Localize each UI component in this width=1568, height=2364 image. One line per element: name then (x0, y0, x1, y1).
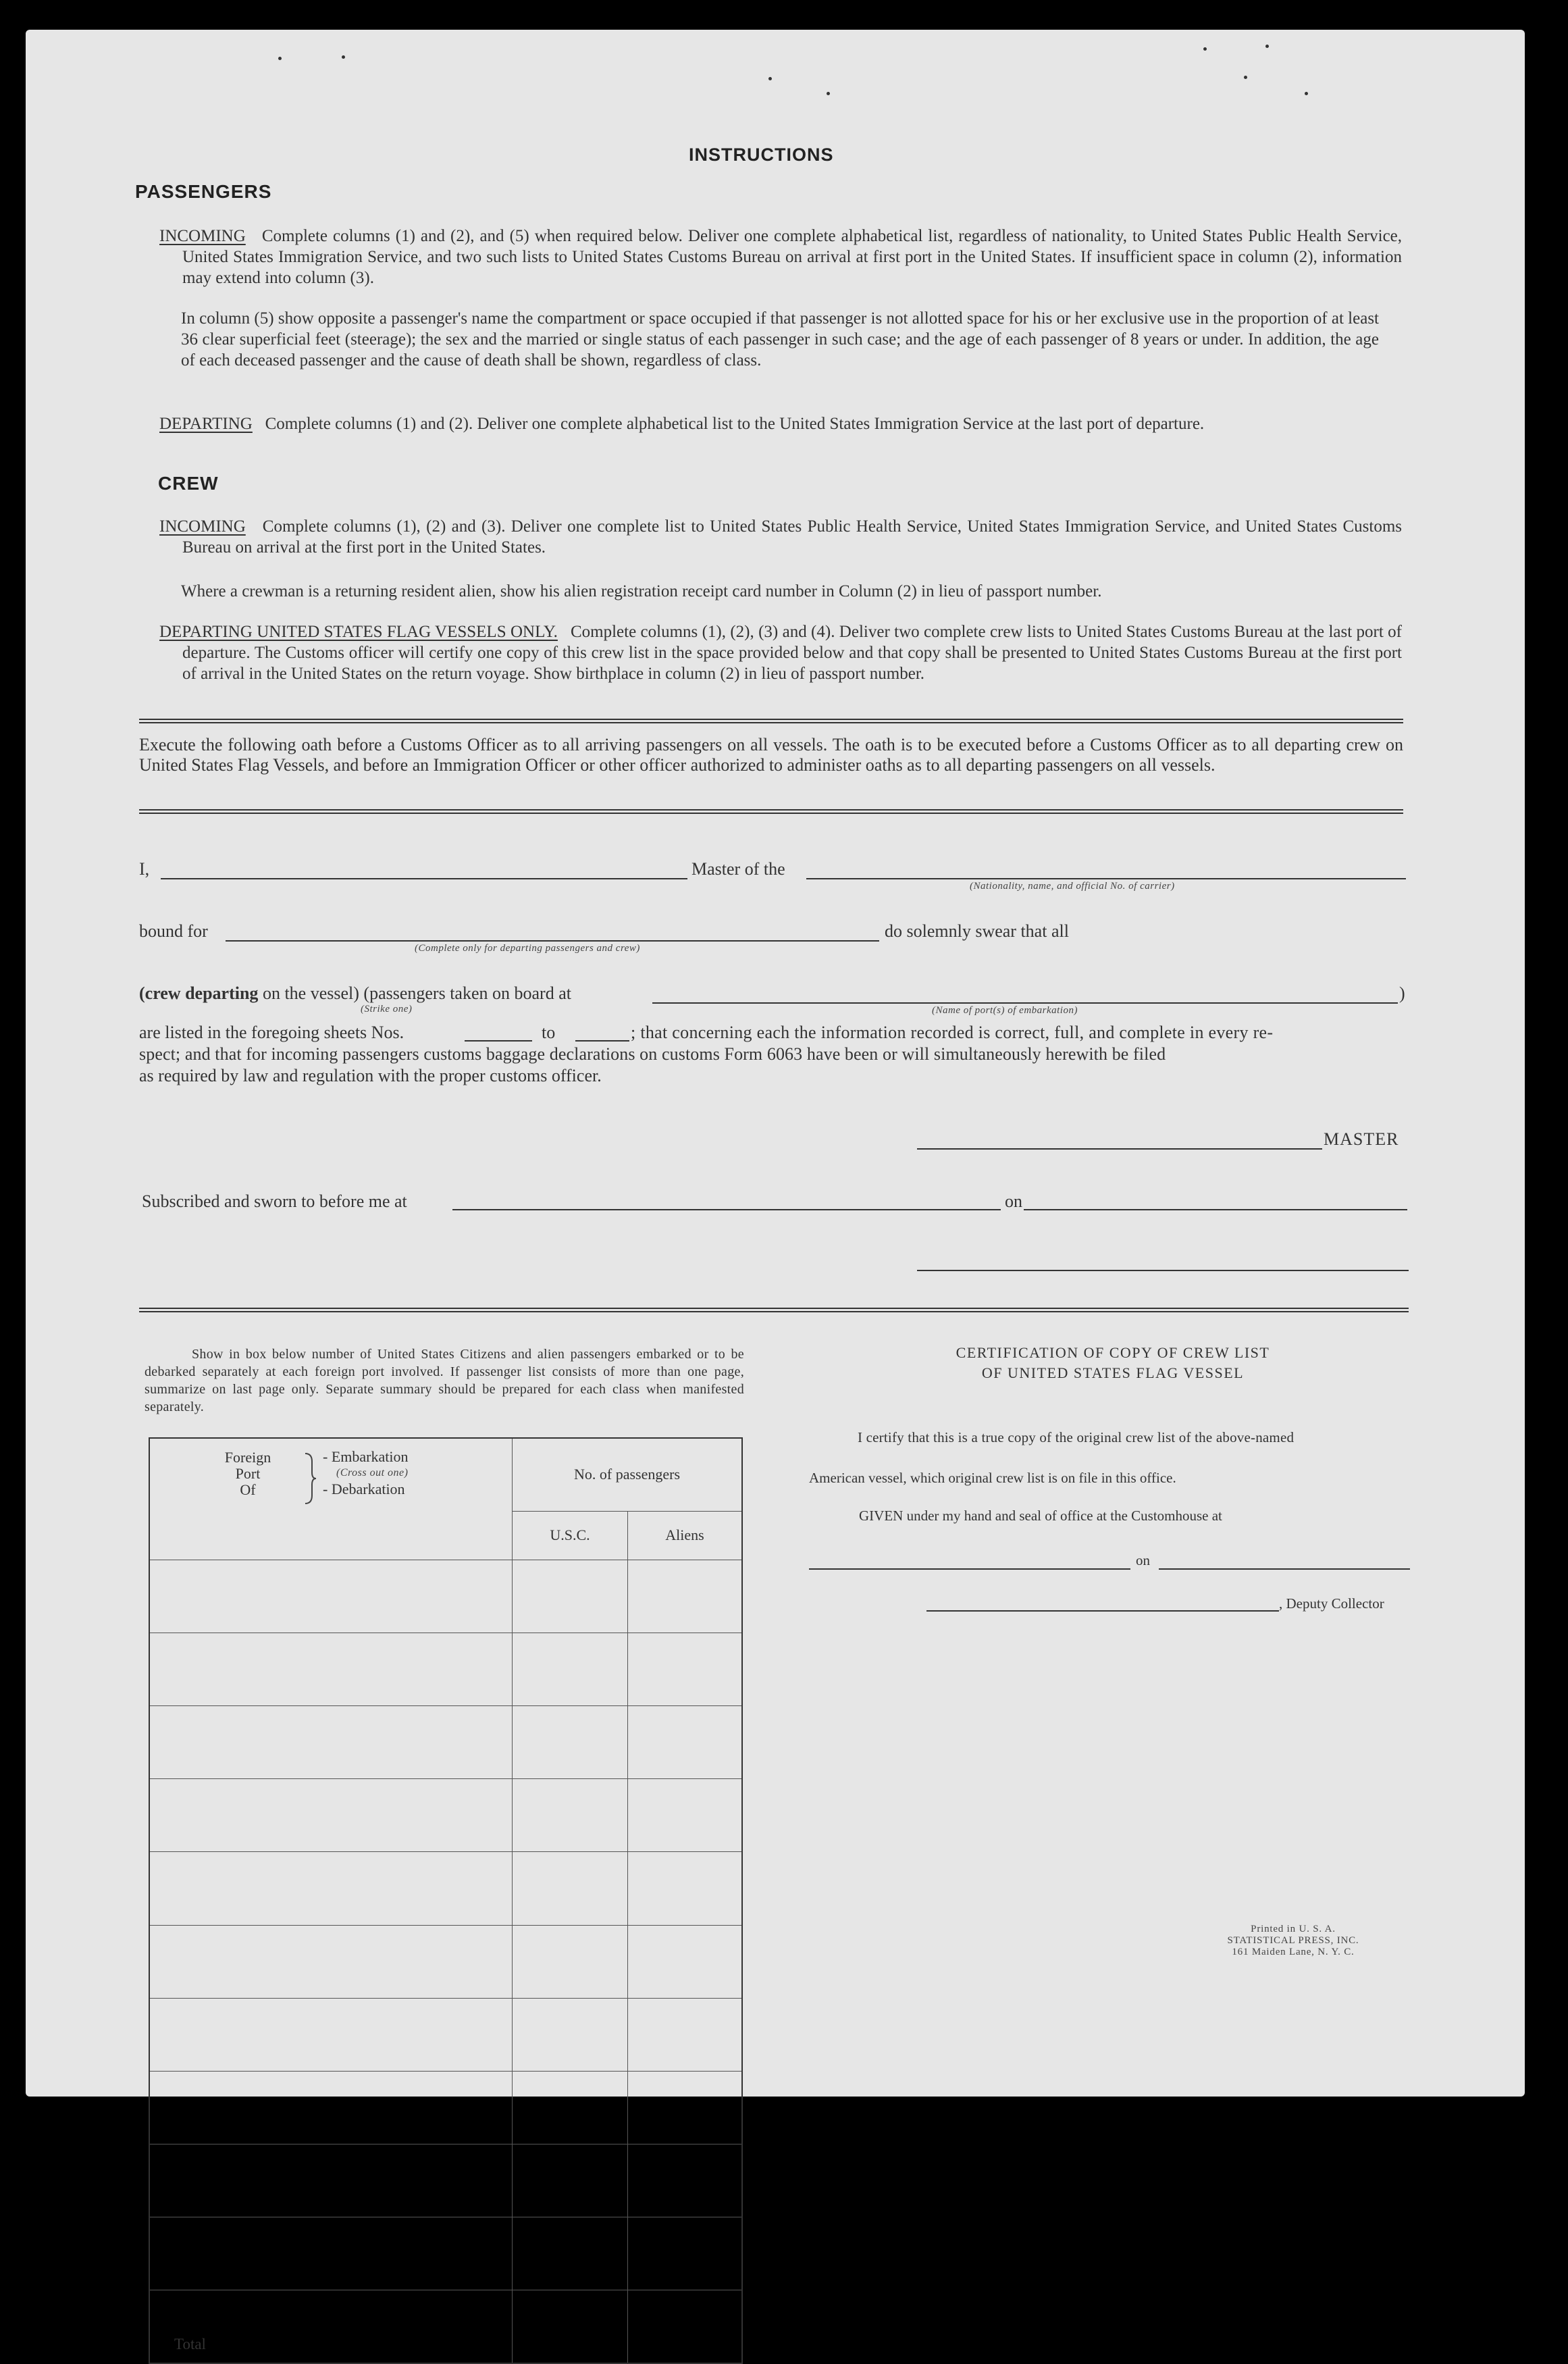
crew-departing-label: DEPARTING UNITED STATES FLAG VESSELS ONLY. (159, 623, 558, 641)
speck (1265, 45, 1269, 48)
foreign-port-of (217, 1449, 278, 1498)
embarkation-port-field[interactable] (652, 1002, 1398, 1004)
certification-date-field[interactable] (1159, 1568, 1410, 1570)
passengers-incoming-label: INCOMING (159, 227, 246, 245)
bound-hint: (Complete only for departing passengers and crew) (415, 943, 640, 954)
listed-to: to (542, 1023, 556, 1042)
aliens-cell[interactable] (628, 1706, 743, 1779)
aliens-cell[interactable] (628, 1560, 743, 1633)
usc-cell[interactable] (513, 1633, 628, 1705)
deputy-signature-field[interactable] (926, 1610, 1279, 1612)
customhouse-field[interactable] (809, 1568, 1130, 1570)
bound-for-field[interactable] (226, 940, 879, 942)
divider (139, 719, 1403, 723)
cross-out-hint: (Cross out one) (336, 1467, 409, 1479)
crew-departing-option[interactable]: (crew departing (139, 983, 259, 1003)
passengers-departing-paragraph (159, 413, 1402, 434)
certification-line-1: I certify that this is a true copy of the original crew list of the above-named (858, 1429, 1295, 1445)
aliens-cell[interactable] (628, 2144, 743, 2217)
passengers-incoming-text: Complete columns (1) and (2), and (5) when required below. Deliver one complete alphabetical list, regardless of nationality, to United States Public Health Service, United States Immigration Service, and two such lists to United States Customs Bureau on arrival at first port in the United States. If insufficient space in column (2), information may extend into column (3). (182, 227, 1403, 287)
port-cell[interactable] (149, 1925, 513, 1998)
certification-title-line-1: CERTIFICATION OF COPY OF CREW LIST (956, 1344, 1270, 1361)
debarkation-option[interactable]: - Debarkation (323, 1481, 405, 1497)
master-name-field[interactable] (161, 878, 687, 879)
port-cell[interactable] (149, 1779, 513, 1852)
certification-title (850, 1343, 1376, 1383)
brace-icon (304, 1452, 317, 1505)
port-cell[interactable] (149, 2217, 513, 2290)
listed-prefix: are listed in the foregoing sheets Nos. (139, 1023, 404, 1042)
imprint-line-1: Printed in U. S. A. (1251, 1924, 1336, 1934)
usc-cell[interactable] (513, 1706, 628, 1779)
subscribed-label: Subscribed and sworn to before me at (142, 1191, 407, 1211)
of-label: Of (240, 1481, 256, 1498)
port-label: Port (235, 1465, 261, 1482)
aliens-cell[interactable] (628, 1998, 743, 2071)
speck (827, 92, 830, 95)
listed-rest-2: spect; and that for incoming passengers customs baggage declarations on customs Form 6063 have been or will simultaneously herewith be filed (139, 1044, 1166, 1064)
certification-line-2: American vessel, which original crew list is on file in this office. (809, 1470, 1176, 1486)
sworn-on-label: on (1005, 1191, 1022, 1211)
passengers-departing-label: DEPARTING (159, 415, 253, 433)
no-passengers-header: No. of passengers (513, 1438, 743, 1511)
passengers-option[interactable]: (passengers taken on board at (363, 983, 571, 1003)
aliens-cell[interactable] (628, 1852, 743, 1925)
total-usc-cell[interactable] (513, 2290, 628, 2363)
crew-heading: CREW (158, 473, 219, 494)
crew-resident-alien-paragraph: Where a crewman is a returning resident alien, show his alien registration receipt card number in Column (2) in lieu of passport number. (181, 582, 1102, 600)
port-cell[interactable] (149, 1706, 513, 1779)
oath-i-label: I, (139, 859, 150, 879)
divider (139, 1308, 1409, 1312)
master-signature-field[interactable] (917, 1148, 1322, 1150)
total-aliens-cell[interactable] (628, 2290, 743, 2363)
divider (139, 809, 1403, 814)
port-cell[interactable] (149, 2071, 513, 2144)
passengers-incoming-paragraph (159, 226, 1402, 288)
listed-rest-1: ; that concerning each the information recorded is correct, full, and complete in every re- (631, 1023, 1274, 1042)
deputy-collector-label: , Deputy Collector (1279, 1595, 1384, 1612)
oath-intro: Execute the following oath before a Customs Officer as to all arriving passengers on all vessels. The oath is to be executed before a Customs Officer as to all departing crew on United States Flag Vessels, and before an Immigration Officer or other officer authorized to administer oaths as to all departing passengers on all vessels. (139, 735, 1403, 775)
speck (1203, 47, 1207, 51)
usc-cell[interactable] (513, 2071, 628, 2144)
imprint-line-3: 161 Maiden Lane, N. Y. C. (1232, 1947, 1355, 1957)
port-cell[interactable] (149, 1633, 513, 1705)
crew-incoming-paragraph (159, 516, 1402, 558)
instructions-title: INSTRUCTIONS (689, 145, 834, 165)
usc-cell[interactable] (513, 1560, 628, 1633)
close-paren: ) (1399, 983, 1405, 1003)
usc-header: U.S.C. (513, 1511, 628, 1560)
certification-on-label: on (1136, 1552, 1150, 1568)
master-label: MASTER (1324, 1129, 1399, 1149)
passengers-column5-paragraph: In column (5) show opposite a passenger's name the compartment or space occupied if that passenger is not allotted space for his or her exclusive use in the proportion of at least 36 clear superficial feet (steerage); the sex and the married or single status of each passenger in such case; and the age of each passenger of 8 years or under. In addition, the age of each deceased passenger and the cause of death shall be shown, regardless of class. (181, 309, 1379, 369)
aliens-cell[interactable] (628, 1779, 743, 1852)
usc-cell[interactable] (513, 1925, 628, 1998)
strike-hint: (Strike one) (361, 1004, 413, 1014)
passenger-summary-table (149, 1437, 743, 2364)
crew-departing-paragraph (159, 621, 1402, 684)
crew-incoming-text: Complete columns (1), (2) and (3). Deliver one complete list to United States Public Health Service, United States Immigration Service, and United States Customs Bureau on arrival at the first port in the United States. (182, 517, 1403, 557)
embarkation-option[interactable]: - Embarkation (323, 1448, 409, 1465)
aliens-header: Aliens (628, 1511, 743, 1560)
usc-cell[interactable] (513, 1852, 628, 1925)
port-cell[interactable] (149, 2144, 513, 2217)
port-hint: (Name of port(s) of embarkation) (932, 1005, 1078, 1016)
officer-signature-field[interactable] (917, 1270, 1409, 1271)
swear-label: do solemnly swear that all (885, 921, 1069, 941)
carrier-field[interactable] (806, 878, 1406, 879)
sheet-from-field[interactable] (465, 1040, 532, 1042)
on-vessel-text: on the vessel) (262, 983, 359, 1003)
crew-departing-text: Complete columns (1), (2), (3) and (4). Deliver two complete crew lists to United States Customs Bureau at the last port of departure. The Customs officer will certify one copy of this crew list in the space provided below and that copy shall be presented to United States Customs Bureau at the first port of arrival in the United States on the return voyage. Show birthplace in column (2) in lieu of passport number. (182, 623, 1402, 683)
usc-cell[interactable] (513, 2217, 628, 2290)
summary-instructions: Show in box below number of United States Citizens and alien passengers embarked or to be debarked separately at each foreign port involved. If passenger list consists of more than one page, summarize on last page only. Separate summary should be prepared for each class when manifested separately. (145, 1347, 744, 1414)
master-of-label: Master of the (691, 859, 785, 879)
sworn-place-field[interactable] (452, 1209, 1001, 1210)
crew-incoming-label: INCOMING (159, 517, 246, 536)
passengers-heading: PASSENGERS (135, 181, 272, 202)
speck (278, 57, 282, 60)
printer-imprint (1202, 1924, 1384, 1958)
aliens-cell[interactable] (628, 2071, 743, 2144)
listed-rest-3: as required by law and regulation with the proper customs officer. (139, 1066, 602, 1085)
certification-line-3: GIVEN under my hand and seal of office at the Customhouse at (859, 1508, 1222, 1524)
speck (768, 77, 772, 80)
aliens-cell[interactable] (628, 2217, 743, 2290)
aliens-cell[interactable] (628, 1925, 743, 1998)
bound-for-label: bound for (139, 921, 208, 941)
passengers-departing-text: Complete columns (1) and (2). Deliver one complete alphabetical list to the United States Immigration Service at the last port of departure. (265, 415, 1205, 433)
usc-cell[interactable] (513, 1779, 628, 1852)
foreign-label: Foreign (224, 1449, 271, 1466)
imprint-line-2: STATISTICAL PRESS, INC. (1227, 1935, 1359, 1946)
usc-cell[interactable] (513, 1998, 628, 2071)
sheet-to-field[interactable] (575, 1040, 629, 1042)
port-header-cell (149, 1438, 513, 1560)
total-label: Total (149, 2290, 513, 2363)
sworn-date-field[interactable] (1024, 1209, 1407, 1210)
port-cell[interactable] (149, 1560, 513, 1633)
speck (342, 55, 345, 59)
port-cell[interactable] (149, 1852, 513, 1925)
certification-title-line-2: OF UNITED STATES FLAG VESSEL (981, 1364, 1245, 1381)
speck (1305, 92, 1308, 95)
aliens-cell[interactable] (628, 1633, 743, 1705)
speck (1244, 76, 1247, 79)
port-cell[interactable] (149, 1998, 513, 2071)
crew-passengers-line (139, 983, 571, 1004)
usc-cell[interactable] (513, 2144, 628, 2217)
nationality-hint: (Nationality, name, and official No. of carrier) (970, 881, 1175, 892)
